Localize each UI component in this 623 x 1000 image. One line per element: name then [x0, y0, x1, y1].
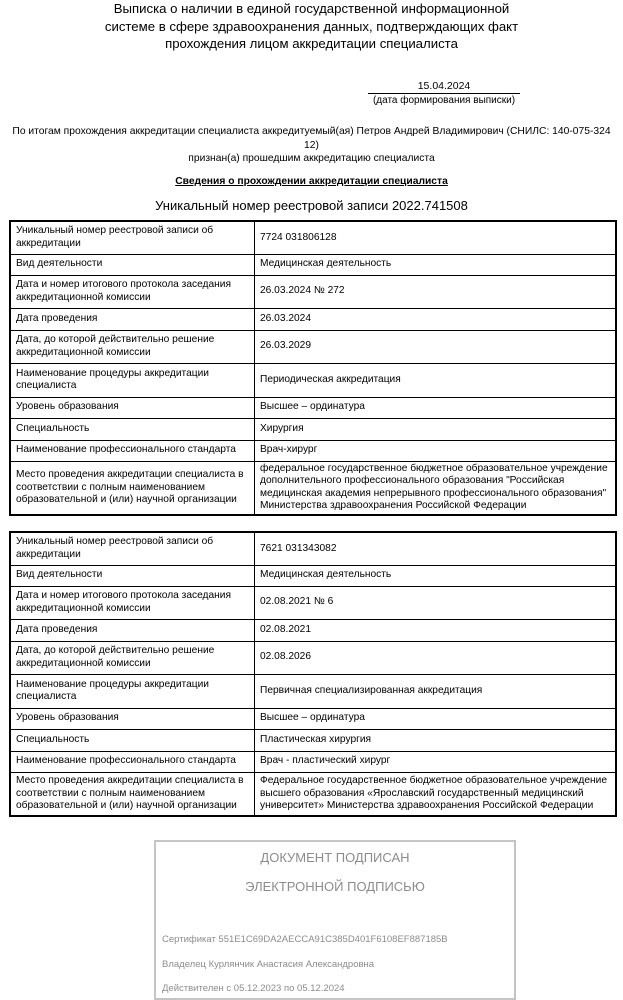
row-value: 7724 031806128 [255, 221, 617, 254]
row-label: Дата проведения [10, 619, 255, 641]
row-value: Врач - пластический хирург [255, 751, 617, 772]
row-label: Вид деятельности [10, 254, 255, 275]
table-row [10, 418, 616, 440]
row-value: Федеральное государственное бюджетное образовательное учреждение высшего образования «Ярославский государственный медицинский университет» Министерства здравоохранения Российской Федерации [255, 772, 617, 816]
table-row [10, 397, 616, 418]
table-row [10, 565, 616, 586]
table-row [10, 619, 616, 641]
stamp-certificate: Сертификат 551E1C69DA2AECCA91C385D401F6108EF887185B [162, 934, 448, 945]
row-label: Наименование профессионального стандарта [10, 751, 255, 772]
row-label: Специальность [10, 418, 255, 440]
row-value: 26.03.2024 № 272 [255, 275, 617, 308]
accreditation-record-table [9, 531, 617, 817]
row-label: Наименование профессионального стандарта [10, 440, 255, 461]
row-label: Уникальный номер реестровой записи об аккредитации [10, 221, 255, 254]
title-line: Выписка о наличии в единой государственной информационной [113, 1, 510, 16]
row-value: 7621 031343082 [255, 532, 617, 565]
intro-line: По итогам прохождения аккредитации специалиста аккредитуемый(ая) Петров Андрей Владимирович (СНИЛС: 140-075-324 12) [12, 126, 611, 151]
table-row [10, 275, 616, 308]
title-line: прохождения лицом аккредитации специалиста [165, 36, 458, 51]
intro-text [4, 125, 619, 166]
table-row [10, 772, 616, 816]
table-row [10, 254, 616, 275]
stamp-owner: Владелец Курлянчик Анастасия Александровна [162, 959, 375, 970]
table-row [10, 308, 616, 330]
issue-date: 15.04.2024 [368, 80, 520, 94]
table-row [10, 729, 616, 751]
row-label: Дата, до которой действительно решение аккредитационной комиссии [10, 641, 255, 674]
section-title: Сведения о прохождении аккредитации специалиста [175, 176, 448, 187]
table-row [10, 330, 616, 363]
registry-number-title: Уникальный номер реестровой записи 2022.741508 [155, 198, 468, 213]
row-value: 26.03.2029 [255, 330, 617, 363]
row-value: 02.08.2021 [255, 619, 617, 641]
row-value: Хирургия [255, 418, 617, 440]
table-row [10, 674, 616, 708]
row-label: Специальность [10, 729, 255, 751]
row-label: Место проведения аккредитации специалиста в соответствии с полным наименованием образовательной и (или) научной организации [10, 461, 255, 515]
accreditation-record-table [9, 220, 617, 516]
table-row [10, 532, 616, 565]
row-value: 02.08.2021 № 6 [255, 586, 617, 619]
row-label: Дата проведения [10, 308, 255, 330]
row-value: Медицинская деятельность [255, 254, 617, 275]
row-value: Периодическая аккредитация [255, 363, 617, 397]
row-value: федеральное государственное бюджетное образовательное учреждение дополнительного профессионального образования "Российская медицинская академия непрерывного профессионального образования" Министерства здравоохранения Российской Федерации [255, 461, 617, 515]
issue-date-block [368, 80, 520, 106]
stamp-heading: ДОКУМЕНТ ПОДПИСАН [260, 850, 410, 865]
row-value: Высшее – ординатура [255, 708, 617, 729]
table-row [10, 363, 616, 397]
table-row [10, 461, 616, 515]
document-title [60, 0, 563, 53]
table-row [10, 440, 616, 461]
row-value: Высшее – ординатура [255, 397, 617, 418]
row-label: Уровень образования [10, 397, 255, 418]
row-label: Уровень образования [10, 708, 255, 729]
table-row [10, 221, 616, 254]
row-label: Вид деятельности [10, 565, 255, 586]
table-row [10, 586, 616, 619]
row-label: Дата, до которой действительно решение аккредитационной комиссии [10, 330, 255, 363]
row-label: Дата и номер итогового протокола заседания аккредитационной комиссии [10, 586, 255, 619]
table-row [10, 641, 616, 674]
intro-line: признан(а) прошедшим аккредитацию специалиста [188, 153, 435, 164]
row-label: Место проведения аккредитации специалиста в соответствии с полным наименованием образовательной и (или) научной организации [10, 772, 255, 816]
stamp-subheading: ЭЛЕКТРОННОЙ ПОДПИСЬЮ [245, 879, 425, 894]
table-row [10, 708, 616, 729]
row-label: Наименование процедуры аккредитации специалиста [10, 363, 255, 397]
row-value: 26.03.2024 [255, 308, 617, 330]
row-label: Уникальный номер реестровой записи об аккредитации [10, 532, 255, 565]
row-value: Медицинская деятельность [255, 565, 617, 586]
row-value: Пластическая хирургия [255, 729, 617, 751]
row-label: Наименование процедуры аккредитации специалиста [10, 674, 255, 708]
row-value: Врач-хирург [255, 440, 617, 461]
issue-date-caption: (дата формирования выписки) [372, 95, 516, 106]
title-line: системе в сфере здравоохранения данных, подтверждающих факт [104, 18, 519, 34]
stamp-validity: Действителен с 05.12.2023 по 05.12.2024 [162, 983, 345, 994]
row-value: Первичная специализированная аккредитация [255, 674, 617, 708]
row-label: Дата и номер итогового протокола заседания аккредитационной комиссии [10, 275, 255, 308]
electronic-signature-stamp [154, 840, 516, 1000]
table-row [10, 751, 616, 772]
row-value: 02.08.2026 [255, 641, 617, 674]
